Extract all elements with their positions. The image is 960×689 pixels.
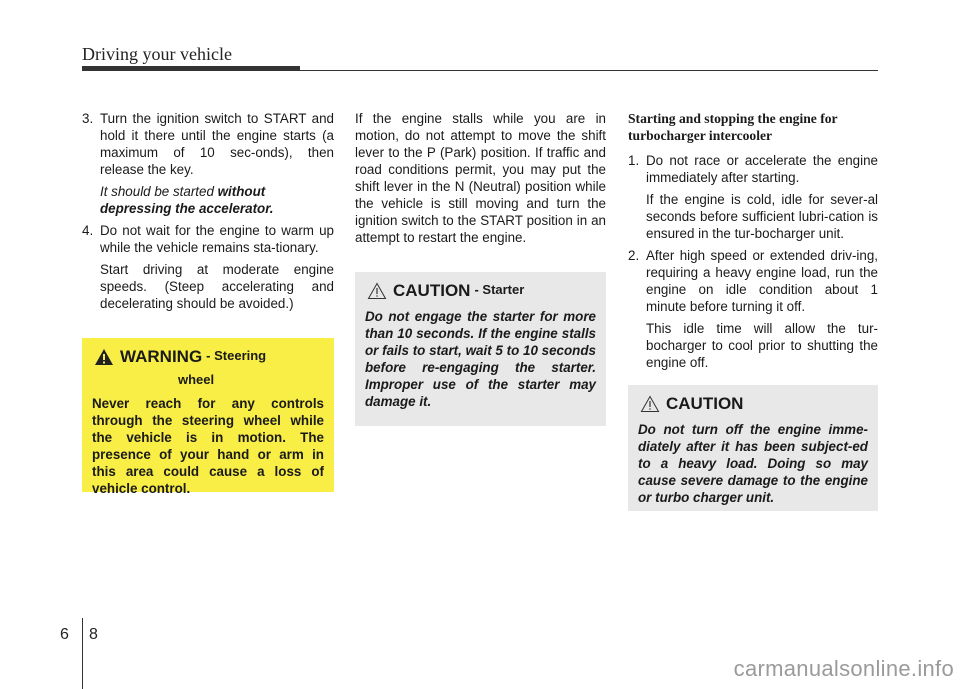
caution-triangle-icon [640,395,660,413]
page-number: 8 [89,626,98,643]
step-number: 1. [628,153,640,168]
step-number: 4. [82,223,94,238]
step-number: 2. [628,248,640,263]
caution-box-starter [355,272,606,426]
caution-body: Do not turn off the engine imme-diately after it has been subject-ed to a heavy load. Doing so may cause severe damage to the engine or turbo charger unit. [638,422,868,505]
step-4 [82,222,334,312]
caution-title: CAUTION [666,394,744,413]
page-header-title: Driving your vehicle [82,44,232,64]
header-rule [300,70,878,71]
column-left [82,110,334,317]
warning-body: Never reach for any controls through the steering wheel while the vehicle is in motion. The presence of your hand or arm in this area could cause a loss of vehicle control. [92,396,324,496]
warning-subtitle-2: wheel [178,372,215,387]
step-subtext: If the engine is cold, idle for sever-al seconds before sufficient lubri-cation is ensured in the tur-bocharger unit. [646,192,878,241]
step-1 [628,152,878,242]
step-text: Do not race or accelerate the engine immediately after starting. [646,153,878,185]
caution-triangle-icon [367,282,387,300]
section-heading: Starting and stopping the engine for turbocharger intercooler [628,111,838,143]
page-number-divider [82,618,83,689]
step-text: Turn the ignition switch to START and hold it there until the engine starts (a maximum of 10 sec-onds), then release the key. [100,111,334,177]
step-2 [628,247,878,371]
warning-triangle-icon [94,348,114,366]
caution-box-turbo [628,385,878,511]
column-right [628,110,878,376]
step-text: After high speed or extended driv-ing, requiring a heavy engine load, run the engine on idle condition about 1 minute before turning it off. [646,248,878,314]
stall-paragraph: If the engine stalls while you are in motion, do not attempt to move the shift lever to the P (Park) position. If traffic and road conditions permit, you may put the shift lever in the N (Neutral) position while the vehicle is still moving and turn the ignition switch to the START position in an attempt to restart the engine. [355,111,606,245]
caution-header [365,282,596,300]
step-number: 3. [82,111,94,126]
step-text: Do not wait for the engine to warm up while the vehicle remains sta-tionary. [100,223,334,255]
section-number: 6 [60,626,69,643]
watermark: carmanualsonline.info [733,656,954,681]
warning-box-steering [82,338,334,496]
caution-title: CAUTION [393,281,471,300]
caution-body: Do not engage the starter for more than 10 seconds. If the engine stalls or fails to start, wait 5 to 10 seconds before re-engaging the starter. Improper use of the starter may damage it. [365,309,596,409]
header-bar [82,66,300,71]
step-3-note [100,183,334,217]
caution-subtitle: - Starter [474,282,525,297]
note-bold: without depressing the accelerator. [100,184,274,216]
warning-header [92,348,324,366]
step-subtext: This idle time will allow the tur-bocharger to cool prior to shutting the engine off. [646,321,878,370]
warning-subtitle: - Steering [206,348,267,363]
note-regular: It should be started [100,184,218,199]
step-3 [82,110,334,178]
column-middle [355,110,606,246]
caution-header [638,395,868,413]
step-subtext: Start driving at moderate engine speeds. (Steep accelerating and decelerating should be avoided.) [100,262,334,311]
warning-title: WARNING [120,347,203,366]
